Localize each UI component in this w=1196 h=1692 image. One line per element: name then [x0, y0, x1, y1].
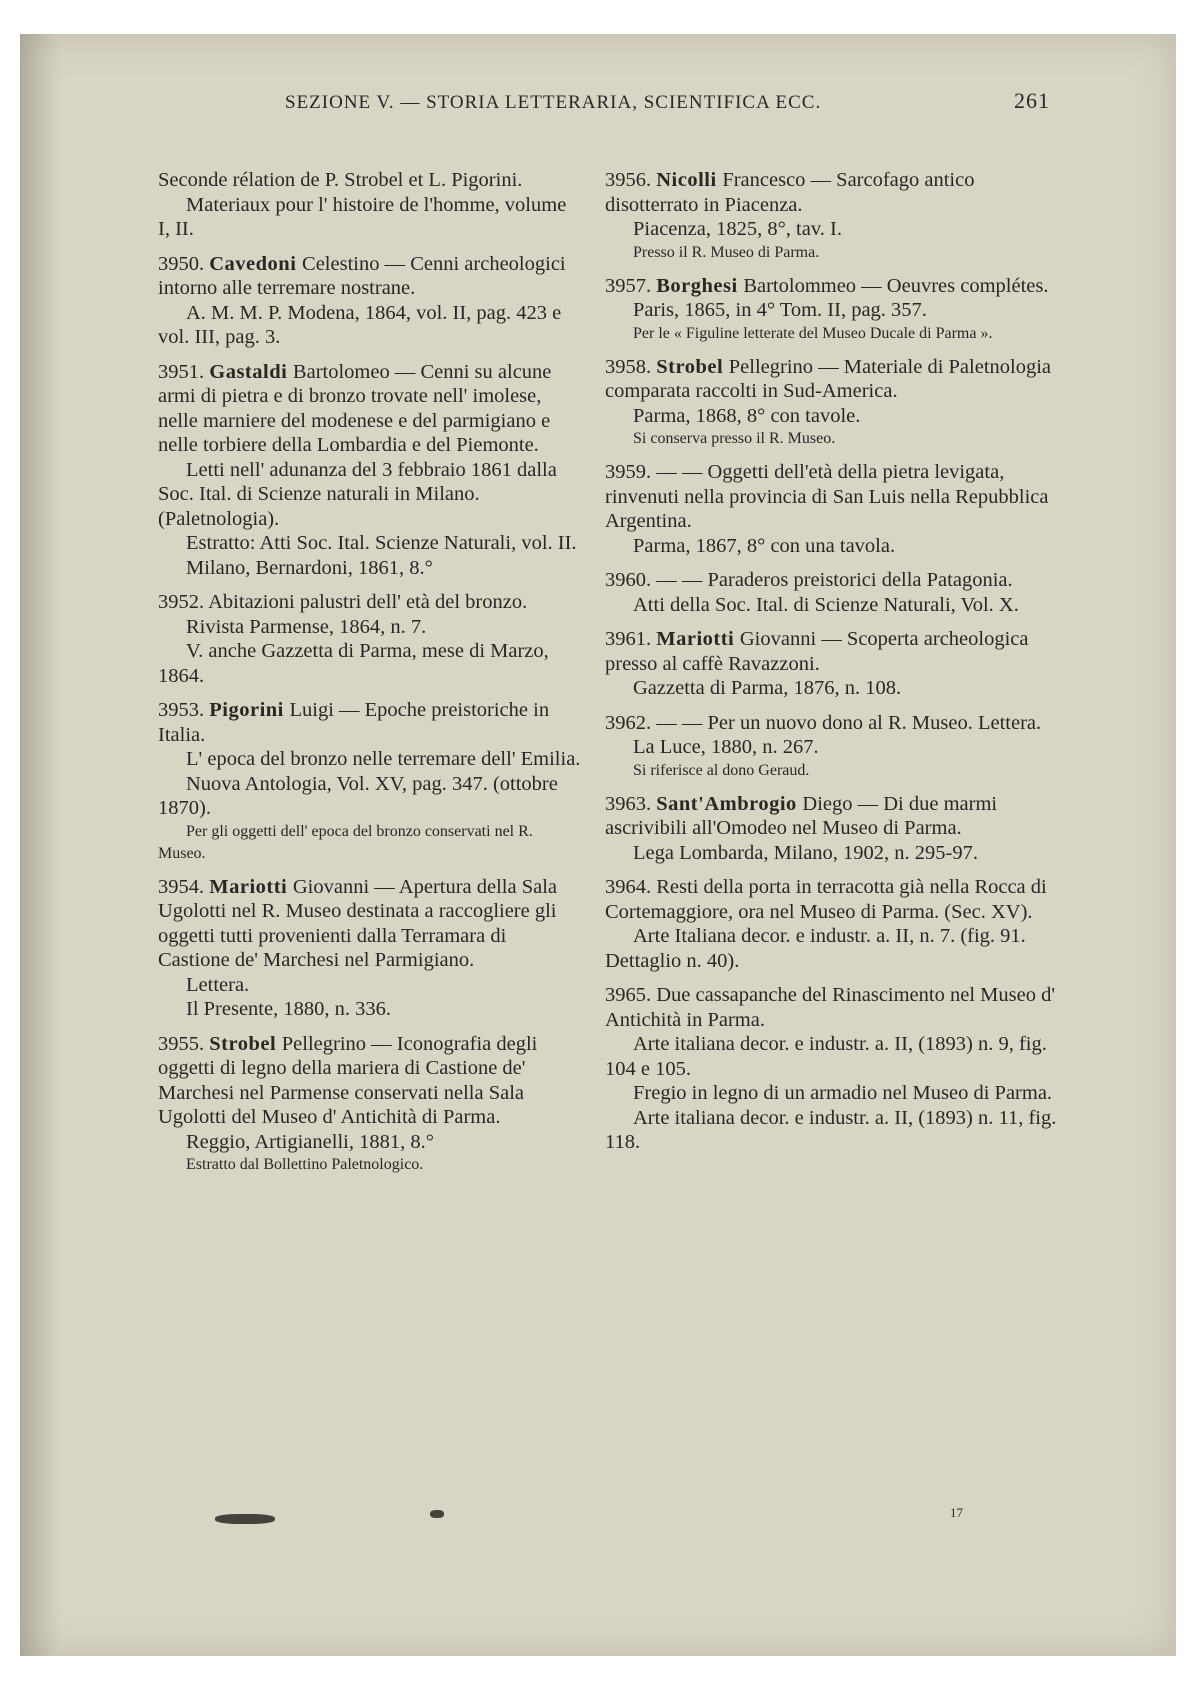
signature-mark: 17	[950, 1505, 963, 1520]
entry-heading	[605, 983, 1060, 1032]
ink-smudge	[215, 1514, 275, 1524]
entry-detail: La Luce, 1880, n. 267.	[633, 736, 819, 758]
entry-author: Pigorini	[209, 699, 290, 721]
entry-author: Mariotti	[209, 875, 293, 898]
entry-number: 3961.	[605, 628, 657, 650]
entry-heading	[605, 711, 1060, 736]
entry-author: Nicolli	[656, 169, 723, 191]
bibliography-entry	[605, 460, 1060, 558]
entry-author: Strobel	[656, 355, 729, 378]
entry-detail: Arte Italiana decor. e industr. a. II, n. 7. (fig. 91. Dettaglio n. 40).	[605, 925, 1026, 972]
entry-number: 3964.	[605, 876, 657, 898]
entry-note: Si conserva presso il R. Museo.	[633, 430, 836, 447]
entry-number: 3963.	[605, 792, 657, 815]
right-column	[605, 168, 1060, 1165]
entry-heading	[605, 792, 1060, 841]
entry-title: Giovanni — Scoperta archeologica presso al caffè Ravazzoni.	[605, 628, 1029, 675]
left-column	[158, 168, 583, 1186]
entry-title: — — Per un nuovo dono al R. Museo. Lettera.	[656, 711, 1042, 734]
entry-note: Per gli oggetti dell' epoca del bronzo conservati nel R. Museo.	[158, 822, 533, 862]
entry-detail: Seconde rélation de P. Strobel et L. Pigorini.	[158, 169, 523, 191]
bibliography-entry	[605, 627, 1060, 701]
bibliography-entry	[158, 168, 583, 242]
entry-number: 3962.	[605, 711, 657, 734]
entry-heading	[158, 590, 583, 615]
bibliography-entry	[605, 792, 1060, 866]
entry-heading	[605, 568, 1060, 593]
entry-number: 3960.	[605, 569, 657, 591]
entry-heading	[158, 698, 583, 747]
entry-title: Celestino — Cenni archeologici intorno alle terremare nostrane.	[158, 252, 566, 299]
entry-number: 3957.	[605, 274, 657, 297]
bibliography-entry	[605, 983, 1060, 1155]
entry-number: 3956.	[605, 169, 657, 191]
entry-title: Luigi — Epoche preistoriche in Italia.	[158, 699, 550, 746]
bibliography-entry	[605, 355, 1060, 451]
entry-detail: A. M. M. P. Modena, 1864, vol. II, pag. 423 e vol. III, pag. 3.	[158, 301, 562, 348]
entry-detail: Arte italiana decor. e industr. a. II, (1893) n. 9, fig. 104 e 105.	[605, 1033, 1047, 1080]
entry-title: Diego — Di due marmi ascrivibili all'Omodeo nel Museo di Parma.	[605, 792, 998, 839]
entry-note: Presso il R. Museo di Parma.	[633, 243, 820, 261]
entry-number: 3955.	[158, 1032, 210, 1055]
entry-detail: Milano, Bernardoni, 1861, 8.°	[186, 556, 433, 579]
entry-detail: Il Presente, 1880, n. 336.	[186, 998, 391, 1020]
entry-detail: Letti nell' adunanza del 3 febbraio 1861 dalla Soc. Ital. di Scienze naturali in Milano. (Paletnologia).	[158, 458, 557, 530]
bibliography-entry	[158, 252, 583, 350]
entry-title: Resti della porta in terracotta già nella Rocca di Cortemaggiore, ora nel Museo di Parma. (Sec. XV).	[605, 876, 1047, 923]
entry-heading	[158, 1032, 583, 1130]
entry-detail: Atti della Soc. Ital. di Scienze Naturali, Vol. X.	[633, 593, 1019, 616]
entry-detail: Rivista Parmense, 1864, n. 7.	[186, 615, 427, 638]
entry-title: Bartolomeo — Cenni su alcune armi di pietra e di bronzo trovate nell' imolese, nelle marniere del modenese e del parmigiano e nelle torbiere della Lombardia e del Piemonte.	[158, 360, 552, 456]
entry-title: Francesco — Sarcofago antico disotterrato in Piacenza.	[605, 169, 975, 216]
entry-detail: Arte italiana decor. e industr. a. II, (1893) n. 11, fig. 118.	[605, 1106, 1057, 1153]
entry-number: 3953.	[158, 699, 210, 721]
entry-title: Pellegrino — Iconografia degli oggetti di legno della mariera di Castione de' Marchesi nel Parmense conservati nella Sala Ugolotti del Museo d' Antichità di Parma.	[158, 1032, 538, 1128]
bibliography-entry	[158, 875, 583, 1022]
entry-note: Per le « Figuline letterate del Museo Ducale di Parma ».	[633, 324, 993, 342]
entry-detail: Estratto: Atti Soc. Ital. Scienze Naturali, vol. II.	[186, 532, 577, 554]
entry-detail: Parma, 1867, 8° con una tavola.	[633, 534, 896, 557]
entry-heading	[605, 460, 1060, 534]
entry-detail: Reggio, Artigianelli, 1881, 8.°	[186, 1130, 434, 1153]
entry-author: Borghesi	[656, 274, 744, 297]
entry-detail: Nuova Antologia, Vol. XV, pag. 347. (ottobre 1870).	[158, 772, 558, 819]
entry-number: 3952.	[158, 591, 209, 613]
bibliography-entry	[605, 274, 1060, 345]
running-header	[160, 86, 1050, 120]
entry-title: Pellegrino — Materiale di Paletnologia comparata raccolti in Sud-America.	[605, 355, 1052, 402]
entry-number: 3954.	[158, 875, 210, 898]
entry-author: Sant'Ambrogio	[656, 792, 803, 815]
entry-detail: Paris, 1865, in 4° Tom. II, pag. 357.	[633, 299, 927, 321]
entry-title: Abitazioni palustri dell' età del bronzo.	[208, 591, 528, 613]
entry-title: Bartolommeo — Oeuvres complétes.	[743, 274, 1049, 297]
bibliography-entry	[158, 360, 583, 581]
entry-title: Due cassapanche del Rinascimento nel Museo d' Antichità in Parma.	[605, 984, 1056, 1031]
bibliography-entry	[158, 698, 583, 865]
entry-detail: Piacenza, 1825, 8°, tav. I.	[633, 218, 842, 240]
entry-detail: Materiaux pour l' histoire de l'homme, volume I, II.	[158, 193, 567, 240]
entry-number: 3950.	[158, 252, 210, 275]
entry-note: Si riferisce al dono Geraud.	[633, 761, 810, 779]
bibliography-entry	[158, 1032, 583, 1177]
entry-author: Mariotti	[656, 628, 740, 650]
entry-detail: V. anche Gazzetta di Parma, mese di Marzo, 1864.	[158, 640, 549, 687]
entry-heading	[605, 627, 1060, 676]
entry-number: 3958.	[605, 355, 657, 378]
entry-heading	[605, 274, 1060, 299]
page-number: 261	[1014, 88, 1050, 113]
bibliography-entry	[158, 590, 583, 688]
bibliography-entry	[605, 568, 1060, 617]
entry-note: Estratto dal Bollettino Paletnologico.	[186, 1156, 424, 1173]
entry-heading	[158, 252, 583, 301]
entry-detail: Fregio in legno di un armadio nel Museo di Parma.	[633, 1082, 1053, 1104]
entry-heading	[605, 168, 1060, 217]
entry-detail: Parma, 1868, 8° con tavole.	[633, 404, 861, 427]
entry-heading	[158, 360, 583, 458]
entry-detail: Lettera.	[186, 973, 250, 996]
bibliography-entry	[605, 875, 1060, 973]
entry-title: — — Paraderos preistorici della Patagonia.	[656, 569, 1013, 591]
entry-detail: Lega Lombarda, Milano, 1902, n. 295-97.	[633, 841, 979, 864]
entry-detail: L' epoca del bronzo nelle terremare dell' Emilia.	[186, 748, 581, 770]
entry-detail: Gazzetta di Parma, 1876, n. 108.	[633, 677, 902, 699]
entry-number: 3959.	[605, 461, 657, 483]
entry-title: Giovanni — Apertura della Sala Ugolotti nel R. Museo destinata a raccogliere gli oggetti tutti provenienti dalla Terramara di Castione de' Marchesi nel Parmigiano.	[158, 875, 558, 971]
entry-heading	[158, 875, 583, 973]
section-title: SEZIONE V. — STORIA LETTERARIA, SCIENTIFICA ECC.	[285, 92, 822, 113]
entry-heading	[605, 875, 1060, 924]
bibliography-entry	[605, 711, 1060, 782]
entry-title: — — Oggetti dell'età della pietra levigata, rinvenuti nella provincia di San Luis nella Repubblica Argentina.	[605, 461, 1049, 532]
entry-heading	[605, 355, 1060, 404]
entry-number: 3965.	[605, 984, 657, 1006]
entry-number: 3951.	[158, 360, 210, 383]
entry-author: Strobel	[209, 1032, 282, 1055]
bibliography-entry	[605, 168, 1060, 264]
ink-smudge	[430, 1510, 444, 1518]
entry-author: Gastaldi	[209, 360, 293, 383]
entry-author: Cavedoni	[209, 252, 303, 275]
